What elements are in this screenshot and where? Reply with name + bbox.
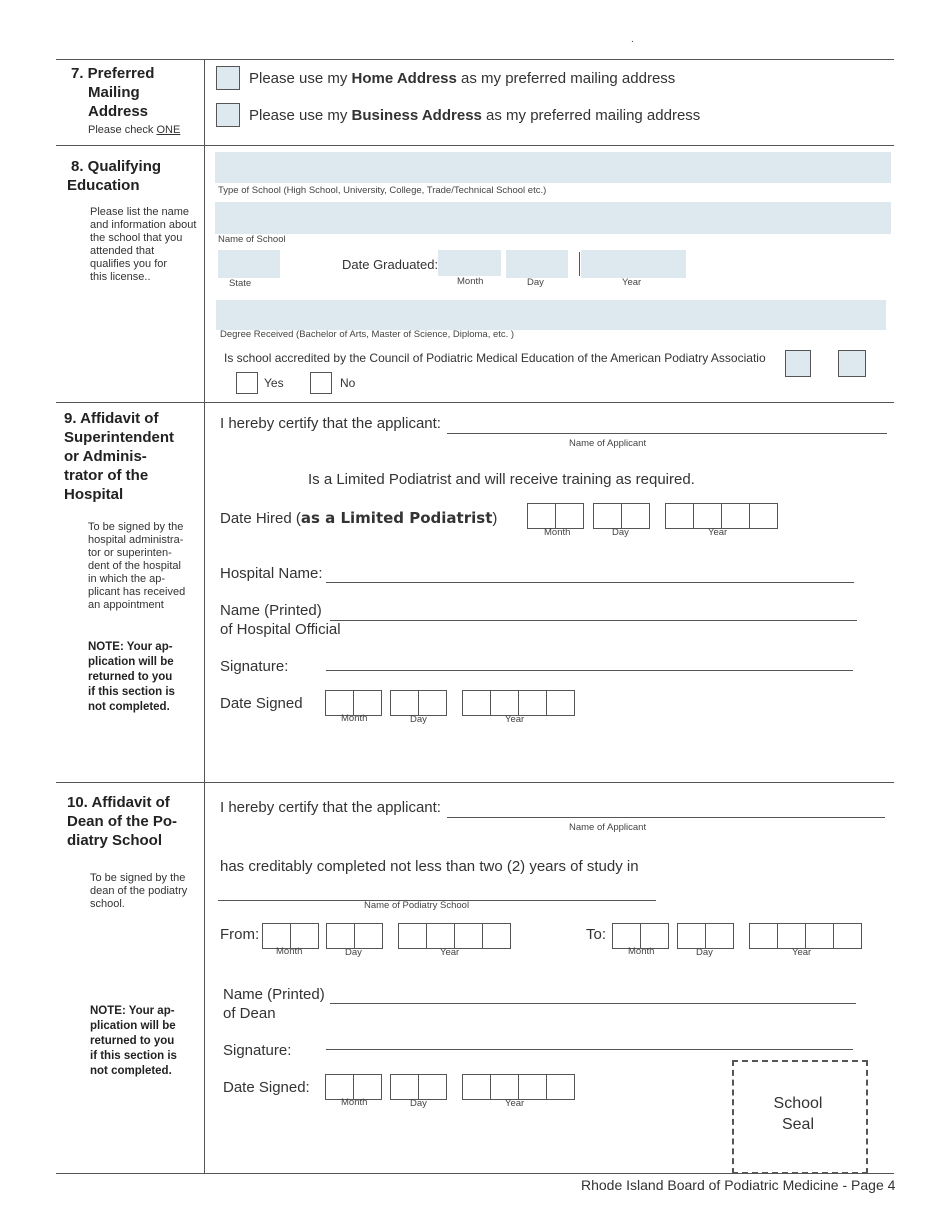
hired-day-label: Day — [612, 527, 629, 538]
grad-year-cursor — [579, 252, 580, 276]
section7-title: 7. Preferred Mailing Address — [71, 65, 155, 120]
degree-input[interactable] — [216, 300, 886, 330]
hired-month-label: Month — [544, 527, 571, 538]
section9-warning: NOTE: Your ap- plication will be returned to you if this section is not completed. — [88, 641, 175, 713]
top-mark: . — [631, 34, 634, 45]
section9-title: 9. Affidavit of Superintendent or Adminis- trator of the Hospital — [64, 410, 175, 503]
to-year-boxes[interactable] — [749, 923, 862, 949]
state-label: State — [229, 278, 252, 289]
hired-year-boxes[interactable] — [665, 503, 778, 529]
no-checkbox[interactable] — [310, 372, 332, 394]
dean-name-line[interactable] — [330, 1003, 856, 1004]
s10-applicant-name-line[interactable] — [447, 817, 885, 818]
date-hired-label: Date Hired (as a Limited Podiatrist) — [220, 509, 498, 527]
s9-signed-month-label: Month — [341, 713, 368, 724]
hired-day-boxes[interactable] — [593, 503, 650, 529]
s9-signed-day-boxes[interactable] — [390, 690, 447, 716]
section10-title: 10. Affidavit of Dean of the Po- diatry School — [67, 794, 178, 849]
to-day-label: Day — [696, 947, 713, 958]
grad-month-input[interactable] — [438, 250, 501, 276]
s9-official-name-line[interactable] — [330, 620, 857, 621]
divider-top — [56, 59, 894, 60]
hospital-name-line[interactable] — [326, 582, 854, 583]
accredited-question: Is school accredited by the Council of Podiatric Medical Education of the American Podiatry Associatio — [224, 351, 766, 365]
s10-signed-year-label: Year — [505, 1098, 525, 1109]
podiatry-school-label: Name of Podiatry School — [364, 900, 470, 911]
school-name-label: Name of School — [218, 234, 286, 245]
to-label: To: — [586, 926, 607, 943]
section8-title: 8. Qualifying Education — [67, 158, 162, 194]
to-month-label: Month — [628, 946, 655, 957]
section10-note: To be signed by the dean of the podiatry school. — [90, 872, 188, 910]
column-divider — [204, 59, 205, 1173]
from-day-label: Day — [345, 947, 362, 958]
school-name-input[interactable] — [215, 202, 891, 234]
s10-signature-line[interactable] — [326, 1049, 853, 1050]
hired-year-label: Year — [708, 527, 728, 538]
grad-year-input[interactable] — [581, 250, 686, 278]
s10-signature-label: Signature: — [223, 1042, 292, 1059]
divider-7-8 — [56, 145, 894, 146]
s9-signed-day-label: Day — [410, 714, 427, 725]
s10-date-signed-label: Date Signed: — [223, 1079, 310, 1096]
school-type-label: Type of School (High School, University, College, Trade/Technical School etc.) — [218, 185, 547, 196]
completed-statement: has creditably completed not less than two (2) years of study in — [220, 858, 639, 875]
s10-signed-day-label: Day — [410, 1098, 427, 1109]
section7-note: Please check ONE — [88, 124, 181, 136]
home-address-option: Please use my Home Address as my preferred mailing address — [249, 70, 676, 87]
from-label: From: — [220, 926, 260, 943]
section9-note: To be signed by the hospital administra- tor or superinten- dent of the hospital in which the ap- plicant has received an appointment — [88, 521, 186, 611]
section8-note: Please list the name and information about the school that you attended that qualifies you for this license.. — [90, 206, 197, 283]
s10-signed-year-boxes[interactable] — [462, 1074, 575, 1100]
degree-label: Degree Received (Bachelor of Arts, Master of Science, Diploma, etc. ) — [220, 329, 515, 340]
no-label: No — [340, 376, 356, 390]
s10-certify-label: I hereby certify that the applicant: — [220, 799, 441, 816]
s9-signed-year-label: Year — [505, 714, 525, 725]
s10-name-of-applicant: Name of Applicant — [569, 822, 647, 833]
hired-month-boxes[interactable] — [527, 503, 584, 529]
s10-signed-month-label: Month — [341, 1097, 368, 1108]
page-footer: Rhode Island Board of Podiatric Medicine - Page 4 — [581, 1177, 896, 1193]
yes-label: Yes — [264, 376, 284, 390]
s9-signature-line[interactable] — [326, 670, 853, 671]
s9-applicant-name-line[interactable] — [447, 433, 887, 434]
from-year-label: Year — [440, 947, 460, 958]
from-day-boxes[interactable] — [326, 923, 383, 949]
to-year-label: Year — [792, 947, 812, 958]
divider-8-9 — [56, 402, 894, 403]
s9-signature-label: Signature: — [220, 658, 289, 675]
accredited-answer-box-1[interactable] — [785, 350, 811, 377]
s10-signed-day-boxes[interactable] — [390, 1074, 447, 1100]
divider-9-10 — [56, 782, 894, 783]
accredited-answer-box-2[interactable] — [838, 350, 866, 377]
s9-signed-year-boxes[interactable] — [462, 690, 575, 716]
grad-day-label: Day — [527, 277, 544, 288]
to-day-boxes[interactable] — [677, 923, 734, 949]
yes-checkbox[interactable] — [236, 372, 258, 394]
section10-warning: NOTE: Your ap- plication will be returned to you if this section is not completed. — [90, 1005, 177, 1077]
s9-certify-label: I hereby certify that the applicant: — [220, 415, 441, 432]
limited-podiatrist-statement: Is a Limited Podiatrist and will receive training as required. — [308, 471, 695, 488]
grad-year-label: Year — [622, 277, 642, 288]
business-address-option: Please use my Business Address as my preferred mailing address — [249, 107, 701, 124]
grad-month-label: Month — [457, 276, 484, 287]
state-input[interactable] — [218, 250, 280, 278]
s9-name-printed-label: Name (Printed) — [220, 602, 322, 619]
s10-name-printed-label: Name (Printed) — [223, 986, 325, 1003]
s9-date-signed-label: Date Signed — [220, 695, 303, 712]
from-year-boxes[interactable] — [398, 923, 511, 949]
grad-day-input[interactable] — [506, 250, 568, 278]
business-address-checkbox[interactable] — [216, 103, 240, 127]
of-hospital-official-label: of Hospital Official — [220, 621, 341, 638]
home-address-checkbox[interactable] — [216, 66, 240, 90]
s9-name-of-applicant: Name of Applicant — [569, 438, 647, 449]
school-type-input[interactable] — [215, 152, 891, 183]
school-seal-label: School Seal — [773, 1095, 823, 1133]
from-month-label: Month — [276, 946, 303, 957]
hospital-name-label: Hospital Name: — [220, 565, 323, 582]
date-graduated-label: Date Graduated: — [342, 257, 439, 272]
of-dean-label: of Dean — [223, 1005, 276, 1022]
